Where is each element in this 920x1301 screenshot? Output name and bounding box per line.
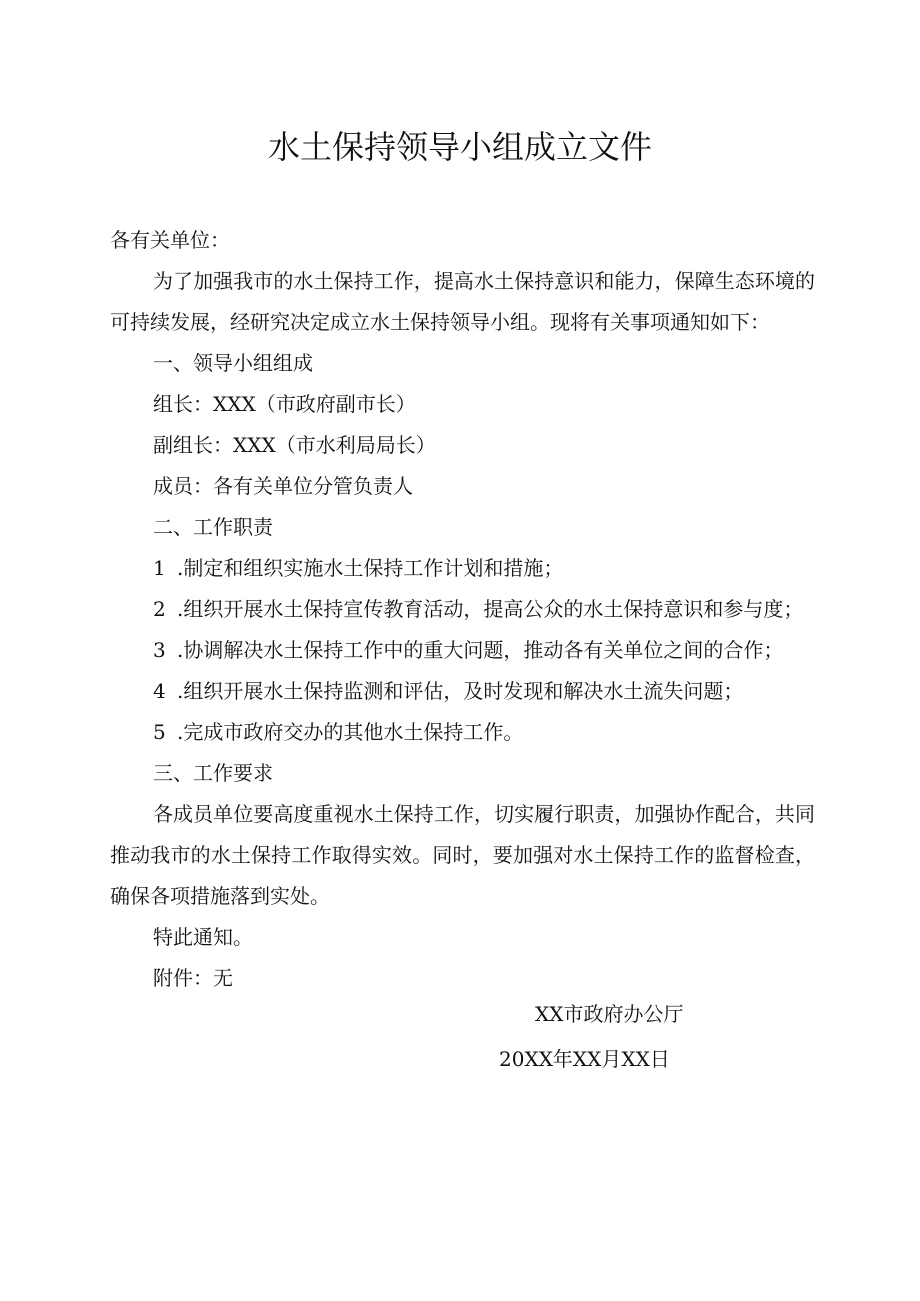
section-1-heading: 一、领导小组组成	[153, 351, 313, 375]
deputy-group-leader: 副组长：XXX（市水利局局长）	[153, 433, 436, 457]
intro-paragraph: 为了加强我市的水土保持工作，提高水土保持意识和能力，保障生态环境的可持续发展，经研究决定成立水土保持领导小组。现将有关事项通知如下：	[110, 269, 815, 334]
duty-item-number: 3	[153, 638, 166, 662]
duty-item-number: 5	[153, 720, 166, 744]
duty-item-number: 4	[153, 679, 166, 703]
requirements-paragraph: 各成员单位要高度重视水土保持工作，切实履行职责，加强协作配合，共同推动我市的水土保持工作取得实效。同时，要加强对水土保持工作的监督检查，确保各项措施落到实处。	[110, 802, 815, 908]
duty-item-number: 2	[153, 597, 166, 621]
section-3-heading: 三、工作要求	[153, 761, 273, 785]
duty-item	[110, 548, 815, 589]
issuing-office: XX市政府办公厅	[535, 1002, 684, 1026]
issue-date: 20XX年XX月XX日	[499, 1047, 670, 1071]
section-2-heading: 二、工作职责	[153, 515, 273, 539]
duty-item-text: .完成市政府交办的其他水土保持工作。	[177, 720, 524, 744]
duty-item	[110, 712, 815, 753]
signature-block	[0, 994, 920, 1080]
duty-item	[110, 671, 815, 712]
duty-item-number: 1	[153, 556, 166, 580]
attachment-note: 附件：无	[153, 966, 233, 990]
salutation: 各有关单位：	[110, 228, 230, 252]
group-leader: 组长：XXX（市政府副市长）	[153, 392, 416, 416]
duty-item	[110, 589, 815, 630]
duty-item-text: .制定和组织实施水土保持工作计划和措施；	[177, 556, 564, 580]
closing-text: 特此通知。	[153, 925, 253, 949]
document-body	[110, 220, 815, 999]
group-members: 成员：各有关单位分管负责人	[153, 474, 413, 498]
duty-item-text: .组织开展水土保持监测和评估，及时发现和解决水土流失问题；	[177, 679, 744, 703]
document-title: 水土保持领导小组成立文件	[267, 128, 652, 166]
duty-item-text: .组织开展水土保持宣传教育活动，提高公众的水土保持意识和参与度；	[177, 597, 804, 621]
duty-item-text: .协调解决水土保持工作中的重大问题，推动各有关单位之间的合作；	[177, 638, 784, 662]
duty-item	[110, 630, 815, 671]
